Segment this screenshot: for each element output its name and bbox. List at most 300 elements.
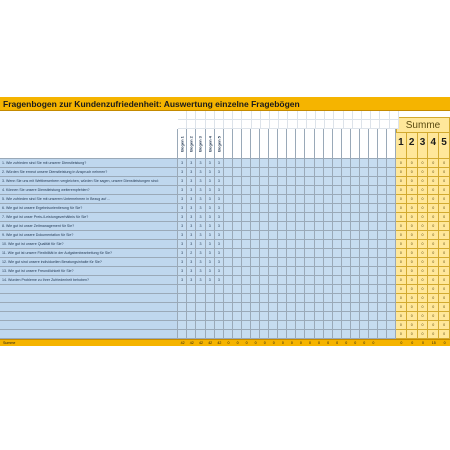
empty-cell	[378, 258, 387, 267]
answer-cell: 3	[215, 231, 224, 240]
footer-empty-total: 0	[290, 341, 293, 345]
empty-cell	[296, 186, 305, 195]
empty-cell	[342, 204, 351, 213]
empty-cell	[269, 312, 278, 321]
empty-cell	[369, 204, 378, 213]
summe-cell: 0	[396, 195, 407, 204]
empty-cell	[360, 186, 369, 195]
empty-cell	[224, 195, 233, 204]
empty-cell	[260, 204, 269, 213]
empty-cell	[369, 285, 378, 294]
empty-cell	[333, 258, 342, 267]
empty-cell	[378, 240, 387, 249]
blank-cell	[279, 120, 288, 129]
empty-cell	[287, 213, 296, 222]
empty-cell	[260, 330, 269, 339]
empty-cell	[324, 222, 333, 231]
empty-column-header	[342, 129, 351, 159]
empty-cell	[305, 285, 314, 294]
blank-cell	[242, 111, 251, 120]
empty-cell	[369, 222, 378, 231]
footer-empty-total: 0	[327, 341, 330, 345]
empty-cell	[369, 258, 378, 267]
empty-cell	[360, 267, 369, 276]
footer-summe-total: 0	[411, 341, 414, 345]
empty-cell	[315, 186, 324, 195]
empty-cell	[315, 159, 324, 168]
answer-cell: 3	[206, 240, 215, 249]
empty-column-header	[251, 129, 260, 159]
empty-cell	[233, 321, 242, 330]
answer-cell: 3	[215, 159, 224, 168]
summe-cell: 0	[418, 249, 429, 258]
summe-cell: 0	[439, 231, 450, 240]
empty-cell	[324, 258, 333, 267]
answer-cell	[206, 294, 215, 303]
empty-cell	[342, 330, 351, 339]
summe-cell: 0	[418, 285, 429, 294]
empty-cell	[351, 186, 360, 195]
empty-cell	[342, 168, 351, 177]
empty-cell	[251, 204, 260, 213]
bogen-header-label: Bogen 3	[197, 135, 203, 152]
empty-cell	[287, 195, 296, 204]
summe-cell: 0	[396, 312, 407, 321]
empty-cell	[351, 249, 360, 258]
empty-cell	[296, 330, 305, 339]
empty-cell	[233, 276, 242, 285]
answer-cell: 3	[178, 195, 187, 204]
empty-cell	[378, 222, 387, 231]
question-cell	[0, 321, 178, 330]
answer-cell: 3	[206, 222, 215, 231]
empty-cell	[305, 204, 314, 213]
empty-cell	[378, 312, 387, 321]
empty-cell	[287, 159, 296, 168]
empty-cell	[278, 204, 287, 213]
empty-cell	[333, 213, 342, 222]
summe-cell: 0	[407, 294, 418, 303]
empty-cell	[242, 213, 251, 222]
empty-cell	[315, 168, 324, 177]
bogen-column-header	[187, 129, 196, 159]
empty-cell	[260, 267, 269, 276]
empty-cell	[287, 204, 296, 213]
answer-cell: 3	[206, 177, 215, 186]
empty-cell	[305, 240, 314, 249]
empty-cell	[242, 222, 251, 231]
summe-cell: 0	[428, 186, 439, 195]
empty-cell	[342, 267, 351, 276]
summe-cell: 0	[428, 276, 439, 285]
summe-cell: 0	[439, 213, 450, 222]
footer-empty-total: 0	[272, 341, 275, 345]
empty-cell	[387, 204, 396, 213]
empty-cell	[251, 177, 260, 186]
answer-cell: 3	[206, 195, 215, 204]
answer-cell	[206, 303, 215, 312]
empty-cell	[287, 321, 296, 330]
empty-cell	[278, 195, 287, 204]
empty-cell	[260, 258, 269, 267]
summe-cell: 0	[407, 285, 418, 294]
blank-cell	[307, 120, 316, 129]
empty-cell	[260, 186, 269, 195]
answer-cell: 3	[196, 186, 205, 195]
empty-cell	[315, 213, 324, 222]
empty-cell	[242, 294, 251, 303]
empty-cell	[242, 186, 251, 195]
empty-cell	[342, 213, 351, 222]
empty-cell	[287, 240, 296, 249]
empty-cell	[260, 213, 269, 222]
empty-cell	[333, 195, 342, 204]
answer-cell: 3	[178, 168, 187, 177]
summe-cell: 0	[407, 330, 418, 339]
summe-cell: 0	[396, 240, 407, 249]
answer-cell: 3	[187, 195, 196, 204]
empty-cell	[233, 330, 242, 339]
empty-cell	[333, 231, 342, 240]
summe-cell: 0	[428, 177, 439, 186]
summe-cell: 0	[407, 249, 418, 258]
summe-cell: 0	[428, 222, 439, 231]
empty-cell	[333, 276, 342, 285]
empty-cell	[251, 186, 260, 195]
empty-cell	[242, 312, 251, 321]
empty-column-header	[305, 129, 314, 159]
summe-cell: 0	[439, 276, 450, 285]
empty-cell	[324, 159, 333, 168]
empty-cell	[360, 240, 369, 249]
footer-summe-row	[0, 339, 450, 346]
summe-cell: 0	[428, 258, 439, 267]
empty-cell	[296, 177, 305, 186]
summe-cell: 0	[407, 303, 418, 312]
empty-cell	[315, 222, 324, 231]
summe-cell: 0	[439, 330, 450, 339]
empty-cell	[296, 312, 305, 321]
summe-cell: 0	[428, 249, 439, 258]
empty-column-header	[369, 129, 378, 159]
empty-cell	[369, 294, 378, 303]
empty-cell	[233, 213, 242, 222]
empty-cell	[278, 330, 287, 339]
summe-cell: 0	[439, 168, 450, 177]
summe-column-header: 5	[439, 133, 450, 159]
summe-header: Summe	[396, 117, 450, 133]
empty-cell	[224, 321, 233, 330]
empty-cell	[260, 249, 269, 258]
blank-cell	[288, 120, 297, 129]
empty-column-header	[278, 129, 287, 159]
empty-cell	[242, 267, 251, 276]
empty-cell	[242, 258, 251, 267]
summe-cell: 0	[428, 240, 439, 249]
empty-cell	[387, 240, 396, 249]
empty-cell	[233, 168, 242, 177]
summe-cell: 0	[396, 213, 407, 222]
answer-cell: 3	[196, 204, 205, 213]
empty-cell	[342, 285, 351, 294]
empty-cell	[333, 312, 342, 321]
answer-cell: 3	[215, 240, 224, 249]
blank-cell	[334, 111, 343, 120]
summe-cell: 0	[418, 222, 429, 231]
answer-cell	[187, 303, 196, 312]
summe-cell: 0	[407, 186, 418, 195]
empty-cell	[242, 231, 251, 240]
empty-cell	[260, 276, 269, 285]
answer-cell	[178, 312, 187, 321]
empty-cell	[278, 159, 287, 168]
question-cell: 13. Wie gut ist unsere Freundlichkeit für Sie?	[0, 267, 178, 276]
answer-cell: 3	[196, 258, 205, 267]
empty-cell	[324, 303, 333, 312]
empty-cell	[233, 177, 242, 186]
empty-cell	[387, 276, 396, 285]
empty-cell	[351, 231, 360, 240]
empty-cell	[269, 186, 278, 195]
empty-cell	[242, 330, 251, 339]
empty-cell	[251, 276, 260, 285]
empty-cell	[287, 285, 296, 294]
blank-cell	[233, 120, 242, 129]
empty-cell	[315, 330, 324, 339]
blank-cell	[362, 111, 371, 120]
footer-empty-total: 0	[227, 341, 230, 345]
empty-cell	[260, 168, 269, 177]
empty-cell	[342, 231, 351, 240]
empty-cell	[224, 276, 233, 285]
summe-cell: 0	[396, 321, 407, 330]
question-cell: 14. Wurden Probleme zu Ihrer Zufriedenheit behoben?	[0, 276, 178, 285]
empty-cell	[387, 249, 396, 258]
blank-cell	[224, 120, 233, 129]
empty-cell	[260, 303, 269, 312]
empty-cell	[287, 276, 296, 285]
empty-cell	[287, 312, 296, 321]
summe-cell: 0	[428, 204, 439, 213]
empty-cell	[333, 168, 342, 177]
empty-cell	[251, 213, 260, 222]
empty-cell	[260, 294, 269, 303]
summe-cell: 0	[407, 321, 418, 330]
summe-cell: 0	[407, 177, 418, 186]
empty-cell	[260, 159, 269, 168]
answer-cell: 3	[187, 159, 196, 168]
empty-cell	[269, 231, 278, 240]
empty-cell	[315, 249, 324, 258]
empty-cell	[351, 267, 360, 276]
empty-cell	[305, 168, 314, 177]
summe-cell: 0	[407, 195, 418, 204]
summe-cell: 0	[418, 159, 429, 168]
summe-cell: 0	[418, 312, 429, 321]
answer-cell: 3	[187, 267, 196, 276]
empty-cell	[387, 159, 396, 168]
summe-cell: 0	[418, 321, 429, 330]
empty-cell	[342, 177, 351, 186]
answer-cell: 3	[196, 240, 205, 249]
answer-cell	[178, 294, 187, 303]
summe-cell: 0	[407, 222, 418, 231]
empty-cell	[324, 240, 333, 249]
summe-cell: 0	[439, 177, 450, 186]
answer-cell: 3	[187, 240, 196, 249]
empty-cell	[224, 213, 233, 222]
empty-column-header	[233, 129, 242, 159]
answer-cell: 3	[196, 231, 205, 240]
blank-cell	[344, 111, 353, 120]
empty-cell	[278, 267, 287, 276]
blank-cell	[371, 120, 380, 129]
summe-cell: 0	[418, 186, 429, 195]
blank-cell	[307, 111, 316, 120]
empty-cell	[233, 186, 242, 195]
answer-cell: 3	[196, 213, 205, 222]
summe-cell: 0	[407, 276, 418, 285]
empty-cell	[333, 186, 342, 195]
empty-cell	[287, 231, 296, 240]
empty-cell	[251, 330, 260, 339]
answer-cell: 3	[178, 177, 187, 186]
footer-label: Summe	[3, 341, 16, 345]
answer-cell: 3	[215, 276, 224, 285]
empty-cell	[378, 249, 387, 258]
question-cell: 7. Wie gut ist unser Preis-/Leistungsverhältnis für Sie?	[0, 213, 178, 222]
empty-cell	[233, 312, 242, 321]
footer-bogen-total: 42	[198, 341, 203, 345]
answer-cell	[206, 330, 215, 339]
empty-cell	[369, 312, 378, 321]
summe-cell: 0	[396, 177, 407, 186]
empty-cell	[233, 240, 242, 249]
blank-cell	[233, 111, 242, 120]
empty-cell	[224, 204, 233, 213]
bogen-column-header	[178, 129, 187, 159]
bogen-header-label: Bogen 1	[179, 135, 185, 152]
answer-cell: 3	[178, 276, 187, 285]
empty-cell	[233, 222, 242, 231]
empty-cell	[324, 186, 333, 195]
empty-cell	[369, 231, 378, 240]
empty-cell	[296, 294, 305, 303]
empty-cell	[333, 321, 342, 330]
blank-cell	[196, 111, 205, 120]
empty-cell	[269, 330, 278, 339]
empty-cell	[269, 285, 278, 294]
empty-cell	[269, 303, 278, 312]
blank-cell	[380, 111, 389, 120]
blank-cell	[261, 111, 270, 120]
blank-cell	[215, 120, 224, 129]
empty-cell	[369, 186, 378, 195]
empty-cell	[242, 249, 251, 258]
answer-cell	[187, 312, 196, 321]
empty-cell	[287, 249, 296, 258]
summe-cell: 0	[439, 159, 450, 168]
blank-cell	[288, 111, 297, 120]
blank-cell	[344, 120, 353, 129]
summe-cell: 0	[396, 249, 407, 258]
empty-cell	[342, 321, 351, 330]
bogen-column-header	[206, 129, 215, 159]
empty-cell	[305, 303, 314, 312]
empty-cell	[305, 195, 314, 204]
empty-cell	[278, 177, 287, 186]
empty-cell	[324, 195, 333, 204]
answer-cell: 3	[206, 258, 215, 267]
empty-column-header	[260, 129, 269, 159]
empty-cell	[360, 285, 369, 294]
summe-column-header: 1	[396, 133, 407, 159]
empty-cell	[242, 177, 251, 186]
summe-cell: 0	[396, 276, 407, 285]
blank-cell	[270, 120, 279, 129]
blank-cell	[187, 111, 196, 120]
empty-column-header	[315, 129, 324, 159]
answer-cell: 3	[178, 222, 187, 231]
answer-cell: 3	[196, 222, 205, 231]
summe-cell: 0	[396, 222, 407, 231]
empty-cell	[269, 294, 278, 303]
empty-cell	[387, 303, 396, 312]
empty-cell	[251, 195, 260, 204]
summe-cell: 0	[418, 303, 429, 312]
empty-cell	[269, 276, 278, 285]
empty-cell	[333, 249, 342, 258]
answer-cell: 3	[215, 258, 224, 267]
empty-cell	[260, 321, 269, 330]
empty-cell	[333, 267, 342, 276]
summe-cell: 0	[439, 204, 450, 213]
empty-column-header	[269, 129, 278, 159]
answer-cell: 3	[187, 213, 196, 222]
blank-cell	[353, 111, 362, 120]
answer-cell	[215, 303, 224, 312]
answer-cell	[187, 330, 196, 339]
empty-cell	[360, 204, 369, 213]
empty-cell	[278, 186, 287, 195]
answer-cell: 3	[196, 195, 205, 204]
blank-cell	[353, 120, 362, 129]
answer-cell: 3	[196, 177, 205, 186]
answer-cell	[196, 294, 205, 303]
empty-cell	[360, 321, 369, 330]
summe-cell: 0	[428, 330, 439, 339]
answer-cell: 3	[187, 186, 196, 195]
empty-cell	[342, 303, 351, 312]
empty-cell	[387, 312, 396, 321]
footer-bogen-total: 42	[189, 341, 194, 345]
empty-cell	[387, 231, 396, 240]
empty-cell	[324, 168, 333, 177]
empty-cell	[360, 159, 369, 168]
summe-cell: 0	[439, 186, 450, 195]
empty-cell	[278, 168, 287, 177]
summe-cell: 0	[439, 303, 450, 312]
empty-cell	[296, 195, 305, 204]
empty-cell	[260, 240, 269, 249]
footer-summe-total: 0	[400, 341, 403, 345]
footer-empty-total: 0	[372, 341, 375, 345]
summe-cell: 0	[407, 168, 418, 177]
empty-cell	[233, 267, 242, 276]
empty-cell	[378, 231, 387, 240]
answer-cell	[206, 312, 215, 321]
summe-cell: 0	[407, 231, 418, 240]
